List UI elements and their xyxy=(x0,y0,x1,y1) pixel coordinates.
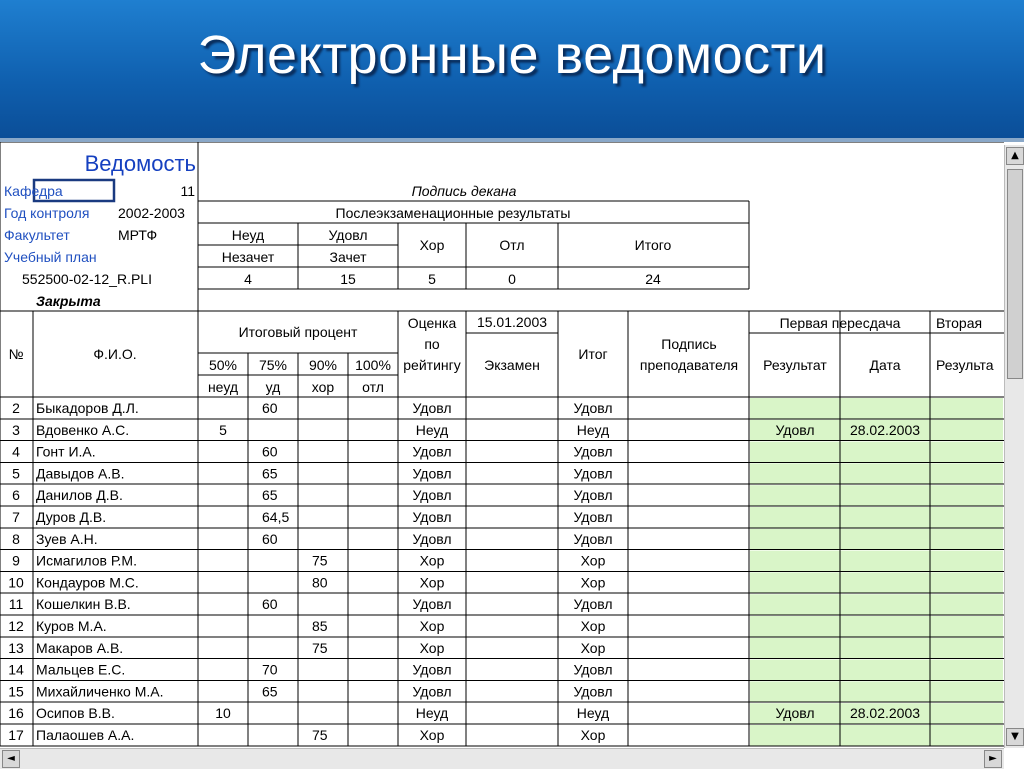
summary-nezachet: Незачет xyxy=(221,249,275,265)
rating-grade: Хор xyxy=(419,574,445,591)
slide-header xyxy=(0,0,1024,138)
col-result: Результат xyxy=(763,357,827,373)
col-first-retake: Первая пересдача xyxy=(779,315,901,331)
info-label-3: Учебный план xyxy=(4,249,97,265)
rating-grade: Удовл xyxy=(412,530,452,547)
final-grade: Удовл xyxy=(573,465,613,482)
percent-75: 60 xyxy=(262,530,278,547)
row-num: 16 xyxy=(8,705,24,722)
summary-hor: Хор xyxy=(419,237,445,253)
summary-neud: Неуд xyxy=(231,227,265,243)
percent-50: 5 xyxy=(219,421,227,438)
summary-otl: Отл xyxy=(499,237,525,253)
col-itog-percent: Итоговый процент xyxy=(238,324,358,340)
info-value-2: МРТФ xyxy=(118,227,158,243)
percent-90: 80 xyxy=(312,574,328,591)
retake-cell[interactable] xyxy=(750,442,1003,463)
retake-cell[interactable] xyxy=(750,485,1003,506)
final-grade: Неуд xyxy=(576,705,610,722)
row-num: 2 xyxy=(12,400,20,416)
final-grade: Хор xyxy=(580,727,606,743)
summary-itogo: Итого xyxy=(634,237,672,253)
col-hor: хор xyxy=(311,379,335,395)
student-name: Куров М.А. xyxy=(36,618,107,634)
dean-signature: Подпись декана xyxy=(411,183,517,199)
arrow-right-icon[interactable]: ► xyxy=(984,750,1002,768)
vertical-scroll-thumb[interactable] xyxy=(1007,169,1023,379)
col-teacher: Подпись xyxy=(661,336,717,352)
retake-cell[interactable] xyxy=(750,507,1003,528)
retake-date: 28.02.2003 xyxy=(849,705,921,722)
summary-count: 24 xyxy=(645,271,661,287)
summary-title: Послеэкзаменационные результаты xyxy=(335,205,571,221)
student-name: Зуев А.Н. xyxy=(36,530,98,547)
rating-grade: Удовл xyxy=(412,596,452,613)
final-grade: Удовл xyxy=(573,400,613,416)
row-num: 13 xyxy=(8,639,24,656)
final-grade: Удовл xyxy=(573,661,613,678)
student-name: Гонт И.А. xyxy=(36,443,96,460)
percent-75: 64,5 xyxy=(262,509,290,525)
row-num: 14 xyxy=(8,661,24,678)
student-name: Кондауров М.С. xyxy=(36,574,139,591)
summary-count: 0 xyxy=(508,271,516,287)
final-grade: Удовл xyxy=(573,487,613,504)
col-p100: 100% xyxy=(355,357,391,373)
col-p75: 75% xyxy=(258,357,288,373)
retake-date: 28.02.2003 xyxy=(849,421,921,438)
row-num: 3 xyxy=(12,421,20,438)
col-rating: Оценка xyxy=(407,315,457,331)
info-label-2: Факультет xyxy=(4,227,70,243)
percent-90: 85 xyxy=(312,618,328,634)
row-num: 4 xyxy=(12,443,20,460)
info-value-1: 2002-2003 xyxy=(118,205,185,221)
final-grade: Удовл xyxy=(573,530,613,547)
retake-cell[interactable] xyxy=(750,572,1003,593)
vertical-scrollbar[interactable] xyxy=(1004,145,1024,748)
rating-grade: Удовл xyxy=(412,487,452,504)
percent-75: 65 xyxy=(262,683,278,700)
retake-cell[interactable] xyxy=(750,725,1003,746)
retake-result: Удовл xyxy=(775,705,815,722)
row-num: 12 xyxy=(8,618,24,634)
student-name: Дуров Д.В. xyxy=(36,509,107,525)
retake-cell[interactable] xyxy=(750,616,1003,637)
retake-cell[interactable] xyxy=(750,594,1003,615)
rating-grade: Удовл xyxy=(412,443,452,460)
col-p90: 90% xyxy=(308,357,338,373)
student-name: Макаров А.В. xyxy=(36,639,124,656)
retake-cell[interactable] xyxy=(750,398,1003,419)
student-name: Данилов Д.В. xyxy=(36,487,123,504)
percent-90: 75 xyxy=(312,639,328,656)
col-itog: Итог xyxy=(578,346,608,362)
retake-cell[interactable] xyxy=(750,638,1003,659)
final-grade: Хор xyxy=(580,552,606,569)
final-grade: Хор xyxy=(580,574,606,591)
arrow-up-icon[interactable]: ▲ xyxy=(1006,147,1024,165)
rating-grade: Удовл xyxy=(412,683,452,700)
col-num: № xyxy=(8,346,24,362)
col-otl: отл xyxy=(362,379,384,395)
percent-75: 65 xyxy=(262,487,278,504)
summary-count: 5 xyxy=(428,271,436,287)
info-label-1: Год контроля xyxy=(4,205,90,221)
col-teacher: преподавателя xyxy=(639,357,739,373)
col-exam-date: 15.01.2003 xyxy=(476,314,548,330)
summary-count: 15 xyxy=(340,271,356,287)
arrow-down-icon[interactable]: ▼ xyxy=(1006,728,1024,746)
col-ud: уд xyxy=(265,379,281,395)
col-rating: по xyxy=(424,336,440,352)
row-num: 8 xyxy=(12,530,20,547)
student-name: Быкадоров Д.Л. xyxy=(36,400,139,416)
retake-cell[interactable] xyxy=(750,529,1003,550)
summary-udovl: Удовл xyxy=(328,227,368,243)
col-fio: Ф.И.О. xyxy=(93,346,137,362)
row-num: 6 xyxy=(12,487,20,504)
percent-75: 60 xyxy=(262,443,278,460)
col-exam: Экзамен xyxy=(484,357,540,373)
rating-grade: Удовл xyxy=(412,465,452,482)
row-num: 5 xyxy=(12,465,20,482)
final-grade: Хор xyxy=(580,618,606,634)
col-result2: Результа xyxy=(936,357,994,373)
col-second-retake: Вторая xyxy=(936,315,983,331)
retake-cell[interactable] xyxy=(750,463,1003,484)
rating-grade: Удовл xyxy=(412,661,452,678)
student-name: Михайличенко М.А. xyxy=(36,683,164,700)
horizontal-scrollbar[interactable] xyxy=(0,748,1004,769)
summary-count: 4 xyxy=(244,271,252,287)
student-name: Кошелкин В.В. xyxy=(36,596,131,613)
student-name: Вдовенко А.С. xyxy=(36,421,130,438)
percent-90: 75 xyxy=(312,552,328,569)
spreadsheet-area[interactable] xyxy=(0,138,1024,768)
col-rating: рейтингу xyxy=(403,357,461,373)
rating-grade: Хор xyxy=(419,639,445,656)
info-label-0: Кафедра xyxy=(4,183,63,199)
rating-grade: Неуд xyxy=(415,705,449,722)
student-name: Давыдов А.В. xyxy=(36,465,125,482)
retake-cell[interactable] xyxy=(750,681,1003,702)
plan-file: 552500-02-12_R.PLI xyxy=(22,271,152,287)
final-grade: Неуд xyxy=(576,421,610,438)
row-num: 10 xyxy=(8,574,24,591)
row-num: 17 xyxy=(8,727,24,743)
percent-50: 10 xyxy=(215,705,231,722)
summary-zachet: Зачет xyxy=(329,249,367,265)
rating-grade: Хор xyxy=(419,727,445,743)
rating-grade: Удовл xyxy=(412,400,452,416)
col-p50: 50% xyxy=(208,357,238,373)
percent-75: 60 xyxy=(262,596,278,613)
rating-grade: Хор xyxy=(419,618,445,634)
rating-grade: Хор xyxy=(419,552,445,569)
row-num: 7 xyxy=(12,509,20,525)
rating-grade: Удовл xyxy=(412,509,452,525)
retake-cell[interactable] xyxy=(750,551,1003,572)
col-date: Дата xyxy=(869,357,901,373)
final-grade: Удовл xyxy=(573,509,613,525)
retake-cell[interactable] xyxy=(750,660,1003,681)
row-num: 11 xyxy=(8,596,24,613)
final-grade: Хор xyxy=(580,639,606,656)
row-num: 9 xyxy=(12,552,20,569)
percent-75: 70 xyxy=(262,661,278,678)
final-grade: Удовл xyxy=(573,596,613,613)
gradebook-sheet[interactable] xyxy=(0,142,1004,752)
final-grade: Удовл xyxy=(573,443,613,460)
student-name: Исмагилов Р.М. xyxy=(36,552,137,569)
arrow-left-icon[interactable]: ◄ xyxy=(2,750,20,768)
percent-75: 65 xyxy=(262,465,278,482)
row-num: 15 xyxy=(8,683,24,700)
retake-result: Удовл xyxy=(775,421,815,438)
student-name: Палаошев А.А. xyxy=(36,727,135,743)
info-value-0: 11 xyxy=(180,183,195,199)
final-grade: Удовл xyxy=(573,683,613,700)
slide-title: Электронные ведомости xyxy=(197,25,827,85)
sheet-heading: Ведомость xyxy=(84,151,196,176)
student-name: Осипов В.В. xyxy=(36,705,115,722)
percent-75: 60 xyxy=(262,400,278,416)
rating-grade: Неуд xyxy=(415,421,449,438)
percent-90: 75 xyxy=(312,727,328,743)
col-neud: неуд xyxy=(207,379,239,395)
student-name: Мальцев Е.С. xyxy=(36,661,126,678)
closed-status: Закрыта xyxy=(36,293,101,309)
